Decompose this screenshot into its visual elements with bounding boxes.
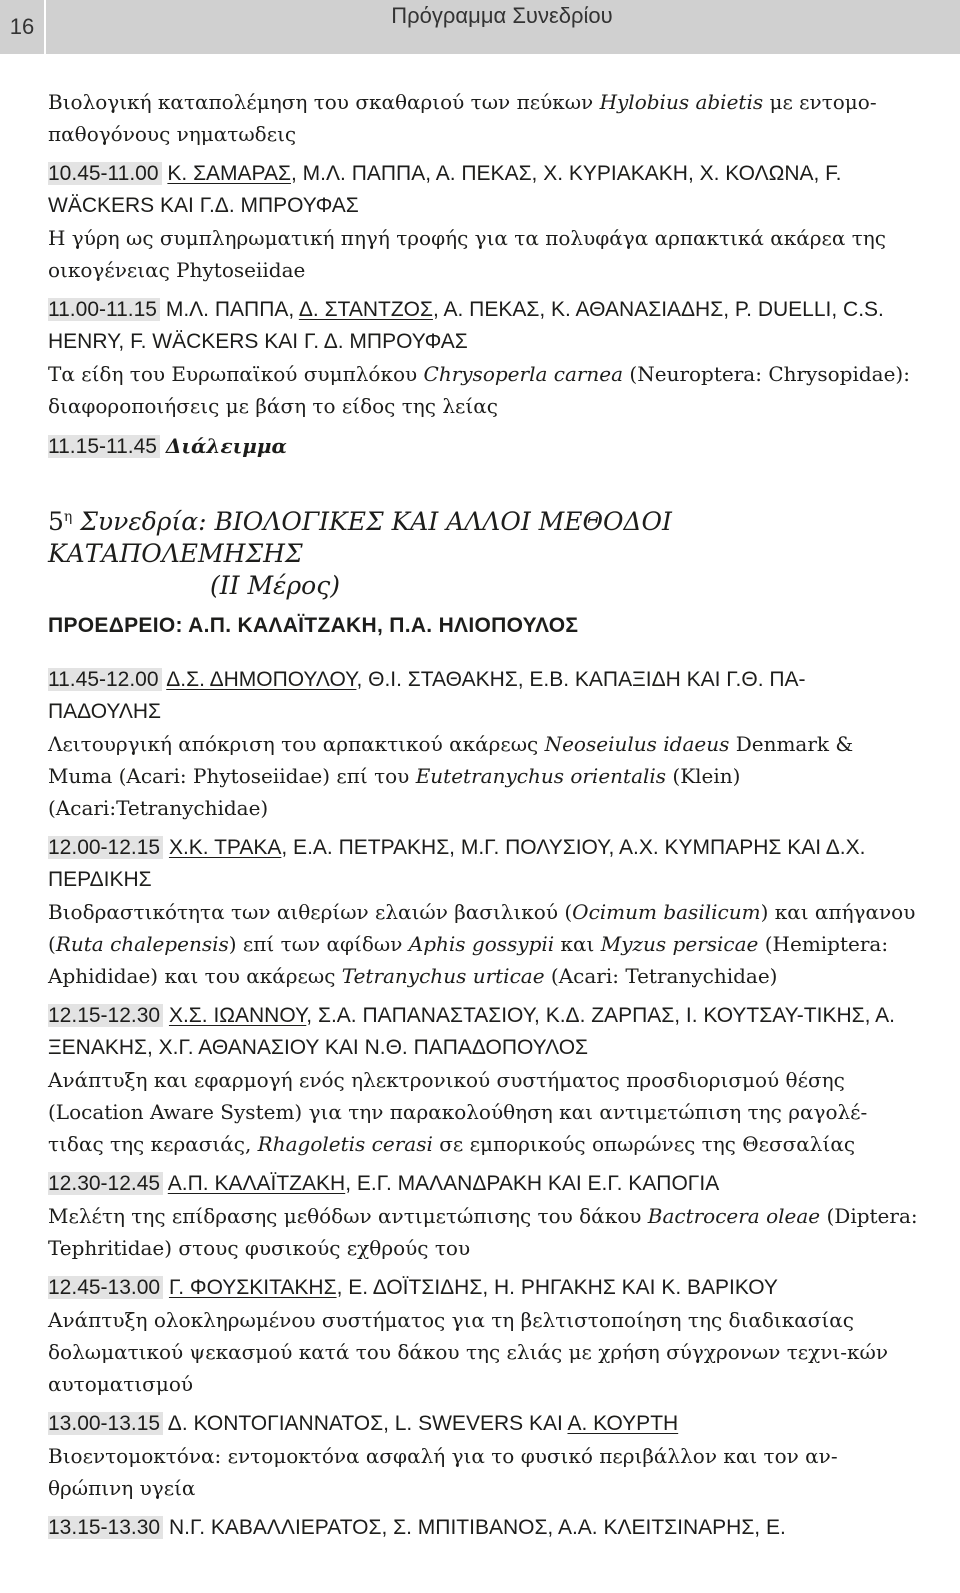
talk-authors: 12.30-12.45 Α.Π. ΚΑΛΑΪΤΖΑΚΗ, Ε.Γ. ΜΑΛΑΝΔΡΑΚΗ ΚΑΙ Ε.Γ. ΚΑΠΟΓΙΑ xyxy=(48,1172,720,1195)
talk-authors: 12.00-12.15 Χ.Κ. ΤΡΑΚΑ, Ε.Α. ΠΕΤΡΑΚΗΣ, Μ.Γ. ΠΟΛΥΣΙΟΥ, Α.Χ. ΚΥΜΠΑΡΗΣ ΚΑΙ Δ.Χ. ΠΕΡΔΙΚΗΣ xyxy=(48,836,866,891)
page-header xyxy=(0,0,960,54)
talk-time: 11.45-12.00 xyxy=(48,668,162,691)
talk-time: 12.15-12.30 xyxy=(48,1004,163,1027)
presenter: Χ.Κ. ΤΡΑΚΑ xyxy=(168,836,282,859)
break-label: Διάλειμμα xyxy=(165,434,287,458)
talk-title: Η γύρη ως συμπληρωματική πηγή τροφής για τα πολυφάγα αρπακτικά ακάρεα της οικογένειας Phytoseiidae xyxy=(48,226,886,282)
talk-authors: 11.00-11.15 Μ.Λ. ΠΑΠΠΑ, Δ. ΣΤΑΝΤΖΟΣ, Α. ΠΕΚΑΣ, Κ. ΑΘΑΝΑΣΙΑΔΗΣ, P. DUELLI, C.S. HENRY, F. WÄCKERS ΚΑΙ Γ. Δ. ΜΠΡΟΥΦΑΣ xyxy=(48,298,884,353)
talk-title: Ανάπτυξη και εφαρμογή ενός ηλεκτρονικού συστήματος προσδιορισμού θέσης (Location Aware System) για την παρακολούθηση και αντιμετώπιση της ραγολέ-τιδας της κερασιάς, Rhagoletis cerasi σε εμπορικούς οπωρώνες της Θεσσαλίας xyxy=(48,1068,868,1156)
presenter: Δ. ΣΤΑΝΤΖΟΣ xyxy=(298,298,433,321)
break-time: 11.15-11.45 xyxy=(48,435,160,458)
talk-time: 12.45-13.00 xyxy=(48,1276,163,1299)
break-line xyxy=(48,430,918,463)
session-subtitle: (ΙΙ Μέρος) xyxy=(210,571,340,600)
presenter: Α.Π. ΚΑΛΑΪΤΖΑΚΗ xyxy=(167,1172,346,1195)
presenter: Κ. ΣΑΜΑΡΑΣ xyxy=(167,162,291,185)
talk-authors: 12.15-12.30 Χ.Σ. ΙΩΑΝΝΟΥ, Σ.Α. ΠΑΠΑΝΑΣΤΑΣΙΟΥ, Κ.Δ. ΖΑΡΠΑΣ, Ι. ΚΟΥΤΣΑΥ-ΤΙΚΗΣ, Α. ΞΕΝΑΚΗΣ, Χ.Γ. ΑΘΑΝΑΣΙΟΥ ΚΑΙ Ν.Θ. ΠΑΠΑΔΟΠΟΥΛΟΣ xyxy=(48,1004,895,1059)
talk-time: 13.15-13.30 xyxy=(48,1516,163,1539)
talk-authors: 13.00-13.15 Δ. ΚΟΝΤΟΓΙΑΝΝΑΤΟΣ, L. SWEVERS ΚΑΙ Α. ΚΟΥΡΤΗ xyxy=(48,1412,679,1435)
talk-authors: 11.45-12.00 Δ.Σ. ΔΗΜΟΠΟΥΛΟΥ, Θ.Ι. ΣΤΑΘΑΚΗΣ, Ε.Β. ΚΑΠΑΞΙΔΗ ΚΑΙ Γ.Θ. ΠΑ-ΠΑΔΟΥΛΗΣ xyxy=(48,668,806,723)
talk-title: Λειτουργική απόκριση του αρπακτικού ακάρεως Neoseiulus idaeus Denmark & Muma (Acari: Phytoseiidae) επί του Eutetranychus orientalis (Klein) (Acari:Tetranychidae) xyxy=(48,732,854,820)
talk-authors: 10.45-11.00 Κ. ΣΑΜΑΡΑΣ, Μ.Λ. ΠΑΠΠΑ, Α. ΠΕΚΑΣ, Χ. ΚΥΡΙΑΚΑΚΗ, Χ. ΚΟΛΩΝΑ, F. WÄCKERS ΚΑΙ Γ.Δ. ΜΠΡΟΥΦΑΣ xyxy=(48,162,842,217)
talk-authors: 13.15-13.30 Ν.Γ. ΚΑΒΑΛΛΙΕΡΑΤΟΣ, Σ. ΜΠΙΤΙΒΑΝΟΣ, Α.Α. ΚΛΕΙΤΣΙΝΑΡΗΣ, Ε. xyxy=(48,1516,786,1539)
program-content xyxy=(48,86,918,1544)
talk-title: Τα είδη του Ευρωπαϊκού συμπλόκου Chrysoperla carnea (Neuroptera: Chrysopidae): διαφοροποιήσεις με βάση το είδος της λείας xyxy=(48,362,910,418)
talk-time: 12.30-12.45 xyxy=(48,1172,163,1195)
presenter: Γ. ΦΟΥΣΚΙΤΑΚΗΣ xyxy=(168,1276,337,1299)
talk-title: Μελέτη της επίδρασης μεθόδων αντιμετώπισης του δάκου Bactrocera oleae (Diptera: Tephritidae) στους φυσικούς εχθρούς του xyxy=(48,1204,918,1260)
presenter: Δ.Σ. ΔΗΜΟΠΟΥΛΟΥ xyxy=(166,668,357,691)
running-title: Πρόγραμμα Συνεδρίου xyxy=(391,3,613,28)
talk-time: 12.00-12.15 xyxy=(48,836,163,859)
talk-time: 13.00-13.15 xyxy=(48,1412,163,1435)
page-number: 16 xyxy=(0,0,46,54)
talk-time: 10.45-11.00 xyxy=(48,162,162,185)
talk-title: Βιοδραστικότητα των αιθερίων ελαιών βασιλικού (Ocimum basilicum) και απήγανου (Ruta chalepensis) επί των αφίδων Aphis gossypii και Myzus persicae (Hemiptera: Aphididae) και του ακάρεως Tetranychus urticae (Acari: Tetranychidae) xyxy=(48,900,916,988)
talk-time: 11.00-11.15 xyxy=(48,298,160,321)
session-heading: $5^\eta$ Συνεδρία: ΒΙΟΛΟΓΙΚΕΣ ΚΑΙ ΑΛΛΟΙ ΜΕΘΟΔΟΙ ΚΑΤΑΠΟΛΕΜΗΣΗΣ xyxy=(48,507,672,568)
session-chairs: ΠΡΟΕΔΡΕΙΟ: Α.Π. ΚΑΛΑΪΤΖΑΚΗ, Π.Α. ΗΛΙΟΠΟΥΛΟΣ xyxy=(48,614,579,637)
talk-title: Βιοεντομοκτόνα: εντομοκτόνα ασφαλή για το φυσικό περιβάλλον και τον αν-θρώπινη υγεία xyxy=(48,1444,838,1500)
talk-title: Ανάπτυξη ολοκληρωμένου συστήματος για τη βελτιστοποίηση της διαδικασίας δολωματικού ψεκασμού κατά του δάκου της ελιάς με χρήση σύγχρονων τεχνι-κών αυτοματισμού xyxy=(48,1308,888,1396)
talk-authors: 12.45-13.00 Γ. ΦΟΥΣΚΙΤΑΚΗΣ, Ε. ΔΟΪΤΣΙΔΗΣ, Η. ΡΗΓΑΚΗΣ ΚΑΙ Κ. ΒΑΡΙΚΟΥ xyxy=(48,1276,778,1299)
presenter: Α. ΚΟΥΡΤΗ xyxy=(567,1412,679,1435)
talk-title: Βιολογική καταπολέμηση του σκαθαριού των πεύκων Hylobius abietis με εντομο-παθογόνους νηματωδεις xyxy=(48,90,877,146)
presenter: Χ.Σ. ΙΩΑΝΝΟΥ xyxy=(168,1004,307,1027)
